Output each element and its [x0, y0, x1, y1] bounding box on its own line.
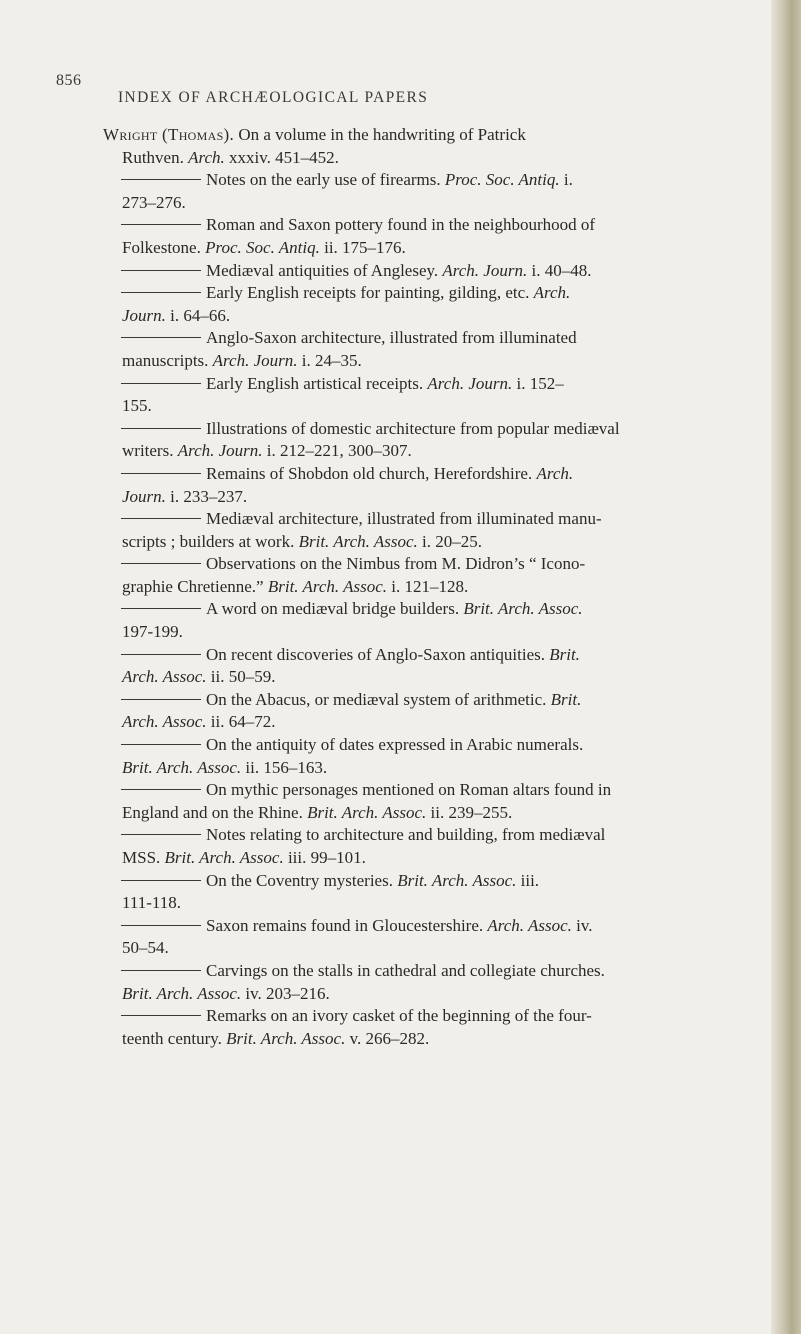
entry-title: Observations on the Nimbus from M. Didron’s “ Icono- [206, 554, 586, 574]
entry-line [103, 531, 754, 554]
entry-title: Notes on the early use of firearms. [206, 170, 445, 190]
ditto-dash [121, 970, 201, 971]
entry-title: On mythic personages mentioned on Roman altars found in [206, 780, 612, 800]
entry-source: Arch. [533, 283, 571, 303]
entry-reference: ii. 239–255. [426, 802, 513, 822]
entry-line [103, 824, 754, 847]
entry-title: 197-199. [122, 622, 183, 642]
entry-title: Saxon remains found in Gloucestershire. [206, 915, 488, 935]
entry-source: Brit. Arch. Assoc. [226, 1028, 346, 1048]
ditto-dash [121, 563, 201, 564]
index-entry [103, 734, 754, 779]
index-entry [103, 598, 754, 643]
entry-line [103, 350, 754, 373]
entry-line [103, 802, 754, 825]
entry-line [103, 282, 754, 305]
entry-title: Notes relating to architecture and building, from mediæval [206, 825, 606, 845]
entry-source: Journ. [122, 305, 166, 325]
ditto-dash [121, 337, 201, 338]
entry-source: Brit. Arch. Assoc. [267, 576, 388, 596]
entry-source: Brit. Arch. Assoc. [463, 599, 583, 619]
entry-line [103, 305, 754, 328]
ditto-dash [121, 292, 201, 293]
entry-line [103, 711, 754, 734]
entry-title: Early English receipts for painting, gilding, etc. [206, 283, 534, 303]
entry-reference: iv. [571, 915, 593, 935]
entry-line [103, 418, 754, 441]
index-entry [103, 824, 754, 869]
index-entry [103, 418, 754, 463]
entry-reference: ii. 50–59. [206, 667, 276, 687]
entry-source: Brit. Arch. Assoc. [307, 802, 427, 822]
entry-title: MSS. [122, 848, 165, 867]
entry-line [103, 169, 754, 192]
index-entry [103, 960, 754, 1005]
index-entry [103, 553, 754, 598]
index-entry [103, 124, 754, 169]
entry-line [103, 734, 754, 757]
entry-title: Remarks on an ivory casket of the beginning of the four- [206, 1006, 592, 1026]
ditto-dash [121, 880, 201, 881]
index-entry [103, 689, 754, 734]
entry-title: England and on the Rhine. [122, 802, 308, 822]
entry-line [103, 983, 754, 1006]
entry-source: Arch. Journ. [212, 350, 298, 370]
entry-line [103, 1028, 754, 1051]
entry-source: Brit. [549, 644, 580, 664]
entry-title: On the antiquity of dates expressed in Arabic numerals. [206, 735, 584, 755]
ditto-dash [121, 428, 201, 429]
entry-reference: i. 24–35. [297, 350, 362, 370]
entry-source: Arch. Journ. [177, 441, 263, 461]
entry-title: A word on mediæval bridge builders. [206, 599, 464, 619]
entry-title: teenth century. [122, 1028, 227, 1048]
entry-line [103, 689, 754, 712]
entry-reference: ii. 156–163. [241, 757, 328, 777]
entry-title: On a volume in the handwriting of Patrick [234, 125, 526, 144]
entry-source: Arch. Assoc. [487, 915, 572, 935]
page-number: 856 [56, 72, 82, 89]
running-head: INDEX OF ARCHÆOLOGICAL PAPERS [118, 89, 429, 106]
entry-reference: ii. 175–176. [319, 237, 406, 257]
index-entry [103, 327, 754, 372]
entry-title: On the Coventry mysteries. [206, 870, 398, 890]
entry-line [103, 463, 754, 486]
entry-reference: i. 152– [512, 373, 564, 393]
entry-line [103, 395, 754, 418]
entry-source: Journ. [122, 486, 166, 506]
ditto-dash [121, 383, 201, 384]
ditto-dash [121, 179, 201, 180]
entry-title: 273–276. [122, 192, 186, 212]
entry-reference: i. [559, 170, 573, 190]
entry-reference: i. 40–48. [527, 260, 592, 280]
entry-author: Wright (Thomas). [103, 125, 235, 144]
entry-title: Early English artistical receipts. [206, 373, 428, 393]
entry-title: Folkestone. [122, 237, 206, 257]
entry-reference: i. 212–221, 300–307. [262, 441, 412, 461]
entry-title: On recent discoveries of Anglo-Saxon antiquities. [206, 644, 550, 664]
entry-line [103, 147, 754, 170]
index-entry [103, 214, 754, 259]
entry-reference: i. 121–128. [387, 576, 469, 596]
entry-line [103, 576, 754, 599]
entry-title: On the Abacus, or mediæval system of arithmetic. [206, 689, 551, 709]
ditto-dash [121, 1015, 201, 1016]
entry-source: Arch. [536, 463, 574, 483]
ditto-dash [121, 473, 201, 474]
entry-line [103, 327, 754, 350]
ditto-dash [121, 699, 201, 700]
entry-line [103, 440, 754, 463]
entry-line [103, 892, 754, 915]
entry-source: Brit. Arch. Assoc. [298, 531, 418, 551]
entry-title: Remains of Shobdon old church, Herefordshire. [206, 463, 537, 483]
entry-source: Proc. Soc. Antiq. [444, 170, 560, 190]
entry-title: Illustrations of domestic architecture from popular mediæval [206, 418, 620, 438]
index-entry [103, 779, 754, 824]
entry-source: Arch. [188, 147, 225, 167]
entry-line [103, 757, 754, 780]
index-entry [103, 508, 754, 553]
index-entry [103, 169, 754, 214]
entry-reference: xxxiv. 451–452. [224, 147, 339, 167]
entry-reference: i. 233–237. [165, 486, 248, 506]
entry-title: scripts ; builders at work. [122, 531, 299, 551]
entry-line [103, 598, 754, 621]
entry-line [103, 192, 754, 215]
entry-title: Ruthven. [122, 147, 189, 167]
entry-source: Brit. Arch. Assoc. [397, 870, 517, 890]
entry-title: Mediæval architecture, illustrated from illuminated manu- [206, 509, 602, 529]
entry-line [103, 779, 754, 802]
entry-line [103, 644, 754, 667]
entry-source: Arch. Journ. [442, 260, 528, 280]
entry-line [103, 214, 754, 237]
entry-line [103, 847, 754, 870]
entry-line [103, 260, 754, 283]
entry-line [103, 666, 754, 689]
ditto-dash [121, 224, 201, 225]
entry-source: Arch. Assoc. [122, 667, 207, 687]
entry-title: Roman and Saxon pottery found in the neighbourhood of [206, 215, 596, 235]
entry-title: Carvings on the stalls in cathedral and collegiate churches. [206, 960, 605, 980]
entry-line [103, 960, 754, 983]
entry-line [103, 373, 754, 396]
index-entry [103, 260, 754, 283]
ditto-dash [121, 608, 201, 609]
entry-title: 50–54. [122, 938, 169, 958]
entry-title: Anglo-Saxon architecture, illustrated from illuminated [206, 328, 577, 348]
entry-reference: ii. 64–72. [206, 712, 276, 732]
entry-line [103, 237, 754, 260]
entry-source: Arch. Assoc. [122, 712, 207, 732]
entry-line [103, 508, 754, 531]
entry-line [103, 621, 754, 644]
ditto-dash [121, 518, 201, 519]
entry-reference: iii. 99–101. [283, 848, 366, 867]
entry-line [103, 124, 754, 147]
ditto-dash [121, 925, 201, 926]
entry-source: Proc. Soc. Antiq. [205, 237, 320, 257]
entry-title: manuscripts. [122, 350, 213, 370]
entry-reference: iv. 203–216. [241, 983, 330, 1003]
entry-title: 155. [122, 396, 152, 416]
entry-source: Brit. Arch. Assoc. [122, 757, 242, 777]
entry-line [103, 1005, 754, 1028]
entry-line [103, 915, 754, 938]
entry-reference: i. 20–25. [417, 531, 482, 551]
entry-title: Mediæval antiquities of Anglesey. [206, 260, 443, 280]
entry-source: Arch. Journ. [427, 373, 513, 393]
ditto-dash [121, 834, 201, 835]
entry-line [103, 553, 754, 576]
entry-source: Brit. Arch. Assoc. [122, 983, 242, 1003]
ditto-dash [121, 789, 201, 790]
index-entry [103, 870, 754, 915]
index-entry [103, 463, 754, 508]
entry-reference: i. 64–66. [165, 305, 231, 325]
index-entry [103, 915, 754, 960]
entry-title: 111-118. [122, 893, 182, 913]
entry-line [103, 870, 754, 893]
index-entry [103, 373, 754, 418]
ditto-dash [121, 744, 201, 745]
index-entry [103, 282, 754, 327]
entry-source: Brit. [550, 689, 582, 709]
ditto-dash [121, 654, 201, 655]
entry-line [103, 937, 754, 960]
ditto-dash [121, 270, 201, 271]
index-entries [103, 124, 754, 1050]
entry-reference: v. 266–282. [345, 1028, 430, 1048]
entry-title: graphie Chretienne.” [122, 576, 268, 596]
index-entry [103, 644, 754, 689]
page-edge [771, 0, 801, 1334]
entry-source: Brit. Arch. Assoc. [164, 848, 284, 867]
index-entry [103, 1005, 754, 1050]
entry-reference: iii. [516, 870, 540, 890]
entry-title: writers. [122, 441, 178, 461]
entry-line [103, 486, 754, 509]
entry-list [103, 169, 754, 1050]
